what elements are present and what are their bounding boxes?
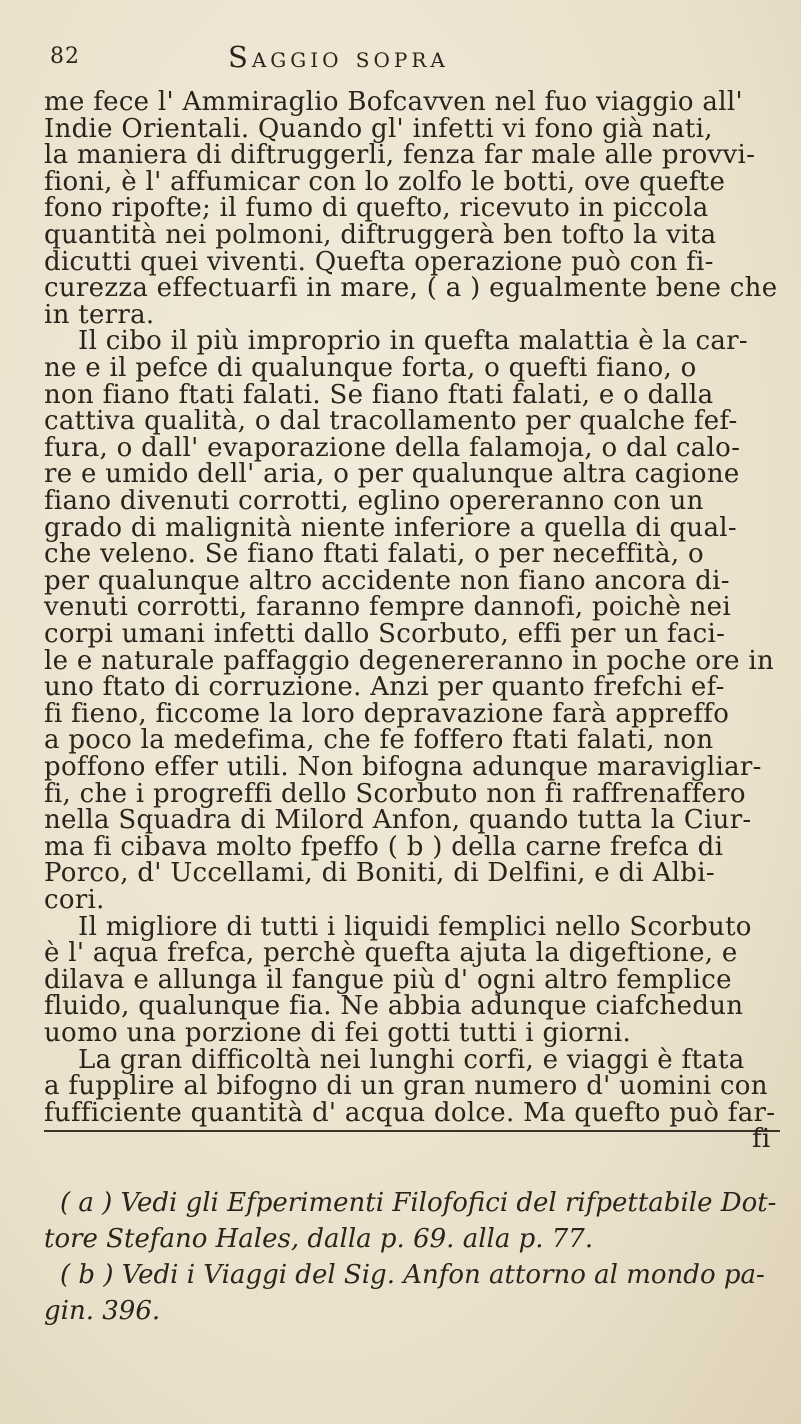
text-line: fura, o dall' evaporazione della falamoja, o dal calo-: [44, 432, 741, 463]
text-line: quantità nei polmoni, diftruggerà ben tofto la vita: [44, 220, 717, 250]
footnote-line: gin. 396.: [44, 1296, 161, 1326]
text-line: nella Squadra di Milord Anfon, quando tutta la Ciur-: [44, 805, 752, 836]
footnote-line: ( a ) Vedi gli Efperimenti Filofofici del rifpettabile Dot-: [60, 1188, 777, 1218]
text-line: poffono effer utili. Non bifogna adunque maravigliar-: [44, 752, 762, 782]
text-line: fono ripofte; il fumo di quefto, ricevuto in piccola: [44, 193, 709, 224]
text-line: Indie Orientali. Quando gl' infetti vi fono già nati,: [44, 113, 713, 144]
text-line: ne e il pefce di qualunque forta, o quefti fiano, o: [44, 353, 697, 383]
text-line: è l' aqua frefca, perchè quefta ajuta la digeftione, e: [44, 938, 738, 969]
text-line: La gran difficoltà nei lunghi corfi, e viaggi è ftata: [78, 1044, 745, 1075]
text-line: ma fi cibava molto fpeffo ( b ) della carne frefca di: [44, 831, 724, 862]
text-line: Il migliore di tutti i liquidi femplici nello Scorbuto: [78, 911, 752, 942]
text-line: fiano divenuti corrotti, eglino opereranno con un: [44, 486, 704, 516]
text-line: per qualunque altro accidente non fiano ancora di-: [44, 565, 730, 596]
text-line: che veleno. Se fiano ftati falati, o per neceffità, o: [44, 539, 704, 570]
text-line: non fiano ftati falati. Se fiano ftati falati, e o dalla: [44, 379, 714, 410]
text-line: cattiva qualità, o dal tracollamento per qualche fef-: [44, 406, 738, 437]
text-line: me fece l' Ammiraglio Bofcavven nel fuo viaggio all': [44, 87, 743, 117]
text-line: cori.: [44, 885, 105, 915]
page-header: [40, 40, 780, 80]
footnote-rule: [44, 1130, 780, 1132]
text-line: la maniera di diftruggerli, fenza far male alle provvi-: [44, 140, 756, 171]
text-line: venuti corrotti, faranno fempre dannofi, poichè nei: [44, 592, 731, 623]
text-line: fufficiente quantità d' acqua dolce. Ma quefto può far-: [44, 1097, 776, 1128]
text-line: Porco, d' Uccellami, di Boniti, di Delfini, e di Albi-: [44, 858, 715, 889]
text-line: fi: [752, 1124, 771, 1155]
page-number: 82: [50, 44, 80, 69]
text-line: uomo una porzione di fei gotti tutti i giorni.: [44, 1018, 632, 1048]
text-line: fi fieno, ficcome la loro depravazione farà appreffo: [44, 698, 730, 729]
footnote-line: ( b ) Vedi i Viaggi del Sig. Anfon attorno al mondo pa-: [60, 1260, 765, 1290]
text-line: in terra.: [44, 299, 155, 330]
text-line: dilava e allunga il fangue più d' ogni altro femplice: [44, 964, 732, 995]
text-line: fluido, qualunque fia. Ne abbia adunque ciafchedun: [44, 991, 744, 1022]
text-line: dicutti quei viventi. Quefta operazione può con fi-: [44, 246, 714, 277]
text-line: fioni, è l' affumicar con lo zolfo le botti, ove quefte: [44, 166, 726, 197]
text-line: curezza effectuarfi in mare, ( a ) egualmente bene che: [44, 273, 778, 304]
text-line: a fupplire al bifogno di un gran numero d' uomini con: [44, 1071, 768, 1102]
text-line: re e umido dell' aria, o per qualunque altra cagione: [44, 459, 740, 490]
text-line: fi, che i progreffi dello Scorbuto non fi raffrenaffero: [44, 778, 746, 809]
text-line: le e naturale paffaggio degenereranno in poche ore in: [44, 645, 774, 676]
running-title: Saggio sopra: [228, 40, 449, 74]
text-line: a poco la medefima, che fe foffero ftati falati, non: [44, 725, 714, 756]
text-line: grado di malignità niente inferiore a quella di qual-: [44, 512, 737, 543]
text-line: corpi umani infetti dallo Scorbuto, effi per un faci-: [44, 619, 726, 649]
footnote-line: tore Stefano Hales, dalla p. 69. alla p. 77.: [44, 1224, 594, 1254]
text-line: Il cibo il più improprio in quefta malattia è la car-: [78, 326, 748, 357]
text-line: uno ftato di corruzione. Anzi per quanto frefchi ef-: [44, 672, 725, 703]
